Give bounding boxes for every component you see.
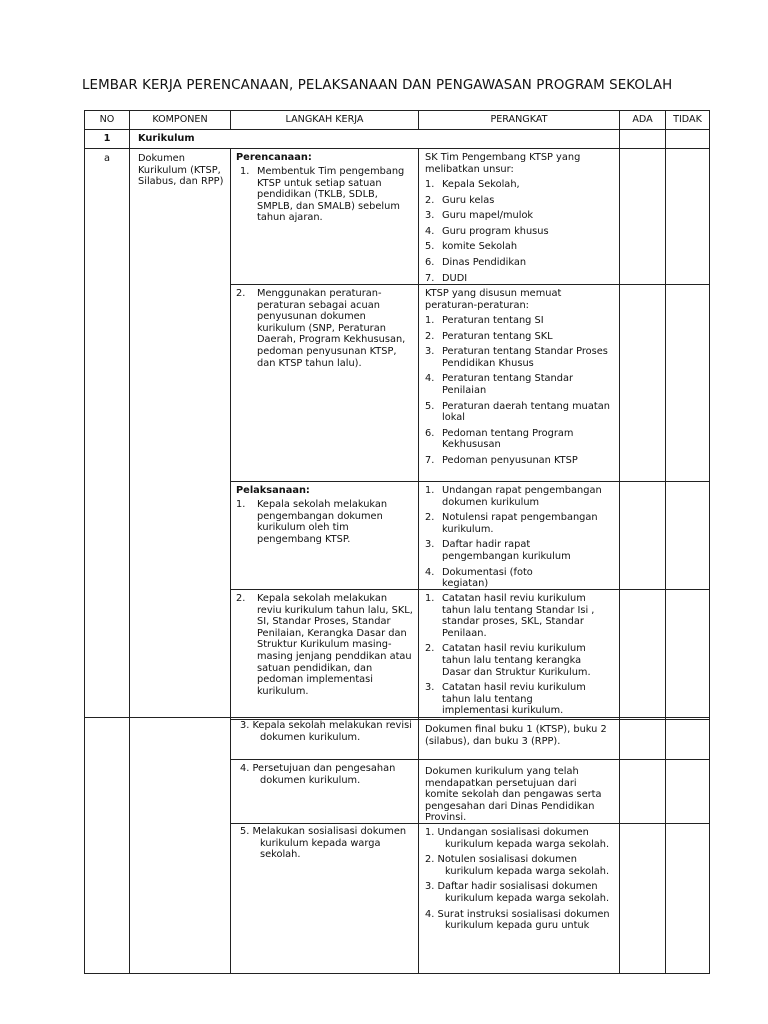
list-item: 2. Notulen sosialisasi dokumen kurikulum kepada warga sekolah. <box>425 854 610 877</box>
list-item: 3. Guru mapel/mulok <box>425 210 534 222</box>
col-border <box>230 148 231 974</box>
header-komponen: KOMPONEN <box>152 114 208 125</box>
col-border <box>84 110 85 974</box>
table-bottom-border <box>84 973 710 974</box>
perangkat-intro: SK Tim Pengembang KTSP yang melibatkan unsur: <box>425 152 581 175</box>
list-item: 2. Guru kelas <box>425 194 495 206</box>
list-item: 2. Notulensi rapat pengembangan kurikulum. <box>425 512 598 535</box>
perangkat-step-4: Dokumen kurikulum yang telah mendapatkan persetujuan dari komite sekolah dan pengawas serta pengesahan dari Dinas Pendidikan Provinsi. <box>425 766 602 824</box>
section-row-border <box>84 148 710 149</box>
row-divider <box>230 759 710 760</box>
col-border <box>709 110 710 974</box>
row-divider <box>84 717 710 718</box>
step-text: Kepala sekolah melakukan pengembangan dokumen kurikulum oleh tim pengembang KTSP. <box>257 499 388 545</box>
pelaksanaan-step-2 <box>236 593 414 697</box>
list-item: 4. Peraturan tentang Standar Penilaian <box>425 373 574 396</box>
list-item: 1. Catatan hasil reviu kurikulum tahun lalu tentang Standar Isi , standar proses, SKL, Standar Penilaan. <box>425 593 595 639</box>
list-item: 2. Peraturan tentang SKL <box>425 330 553 342</box>
perangkat-list-4 <box>425 593 595 721</box>
item-letter: a <box>103 153 110 164</box>
list-item: 5. Peraturan daerah tentang muatan lokal <box>425 400 610 424</box>
col-border <box>665 110 666 974</box>
header-perangkat: PERANGKAT <box>490 114 548 125</box>
step-text: Membentuk Tim pengembang KTSP untuk setiap satuan pendidikan (TKLB, SDLB, SMPLB, dan SMALB) sebelum tahun ajaran. <box>257 166 405 224</box>
pelaksanaan-step-1 <box>236 499 406 545</box>
col-border <box>418 148 419 974</box>
list-item: 3. Catatan hasil reviu kurikulum tahun lalu tentang implementasi kurikulum. <box>425 682 586 717</box>
list-item: 6. Pedoman tentang Program Kekhususan <box>425 427 574 451</box>
step-text: Persetujuan dan pengesahan dokumen kurikulum. <box>252 763 396 786</box>
header-ada: ADA <box>632 114 653 125</box>
step-text: Menggunakan peraturan-peraturan sebagai acuan penyusunan dokumen kurikulum (SNP, Peraturan Daerah, Program Kekhususan, pedoman penyusunan KTSP, dan KTSP tahun lalu). <box>257 288 406 369</box>
header-langkah-kerja: LANGKAH KERJA <box>285 114 364 125</box>
step-number: 2. <box>236 593 246 604</box>
step-number: 1. <box>236 499 246 510</box>
perangkat-list-3 <box>425 485 607 594</box>
table-top-border <box>84 110 710 111</box>
perangkat-list-5 <box>425 827 611 936</box>
step-number: 5. <box>240 826 250 837</box>
header-bottom-border <box>84 129 710 130</box>
step-text: Kepala sekolah melakukan revisi dokumen kurikulum. <box>252 720 412 743</box>
step-number: 2. <box>236 288 246 299</box>
page-title: LEMBAR KERJA PERENCANAAN, PELAKSANAAN DAN PENGAWASAN PROGRAM SEKOLAH <box>82 78 673 93</box>
list-item: 4. Dokumentasi (foto kegiatan) <box>425 566 533 590</box>
section-name: Kurikulum <box>138 133 195 144</box>
list-item: 3. Daftar hadir rapat pengembangan kurikulum <box>425 539 571 562</box>
col-border <box>619 110 620 974</box>
step-number: 1. <box>240 166 250 177</box>
perangkat-step-3: Dokumen final buku 1 (KTSP), buku 2 (silabus), dan buku 3 (RPP). <box>425 724 607 747</box>
list-item: 6. Dinas Pendidikan <box>425 256 527 268</box>
perencanaan-heading: Perencanaan: <box>236 152 312 163</box>
header-no: NO <box>99 114 115 125</box>
list-item: 3. Daftar hadir sosialisasi dokumen kurikulum kepada warga sekolah. <box>425 881 610 904</box>
list-item: 1. Undangan rapat pengembangan dokumen kurikulum <box>425 485 602 508</box>
pelaksanaan-step-5 <box>240 826 416 861</box>
col-border <box>129 110 130 974</box>
list-item: 4. Guru program khusus <box>425 225 549 237</box>
list-item: 7. Pedoman penyusunan KTSP <box>425 454 578 466</box>
list-item: 7. DUDI <box>425 272 468 284</box>
list-item: 1. Undangan sosialisasi dokumen kurikulum kepada warga sekolah. <box>425 827 610 850</box>
step-text: Kepala sekolah melakukan reviu kurikulum tahun lalu, SKL, SI, Standar Proses, Standar Penilaian, Kerangka Dasar dan Struktur Kurikulum masing-masing jenjang penddikan atau satuan pendidikan, dan pedoman implementasi kurikulum. <box>257 593 413 697</box>
header-tidak: TIDAK <box>673 114 702 125</box>
perangkat-intro: KTSP yang disusun memuat peraturan-peraturan: <box>425 288 562 311</box>
step-number: 3. <box>240 720 250 731</box>
list-item: 5. komite Sekolah <box>425 241 518 253</box>
perencanaan-step-2 <box>236 288 414 369</box>
pelaksanaan-heading: Pelaksanaan: <box>236 485 310 496</box>
step-text: Melakukan sosialisasi dokumen kurikulum kepada warga sekolah. <box>252 826 407 861</box>
perangkat-list-2 <box>425 315 615 471</box>
perencanaan-step-1 <box>240 166 416 224</box>
pelaksanaan-step-3 <box>240 720 416 743</box>
list-item: 1. Kepala Sekolah, <box>425 179 520 190</box>
step-number: 4. <box>240 763 250 774</box>
section-number: 1 <box>103 133 111 144</box>
list-item: 2. Catatan hasil reviu kurikulum tahun lalu tentang kerangka Dasar dan Struktur Kurikulum. <box>425 643 591 678</box>
list-item: 4. Surat instruksi sosialisasi dokumen kurikulum kepada guru untuk <box>425 908 610 932</box>
list-item: 3. Peraturan tentang Standar Proses Pendidikan Khusus <box>425 346 608 369</box>
pelaksanaan-step-4 <box>240 763 416 786</box>
item-komponen: Dokumen Kurikulum (KTSP, Silabus, dan RPP) <box>138 153 224 188</box>
perangkat-list-1 <box>425 179 615 288</box>
row-divider <box>230 481 710 482</box>
list-item: 1. Peraturan tentang SI <box>425 315 544 326</box>
